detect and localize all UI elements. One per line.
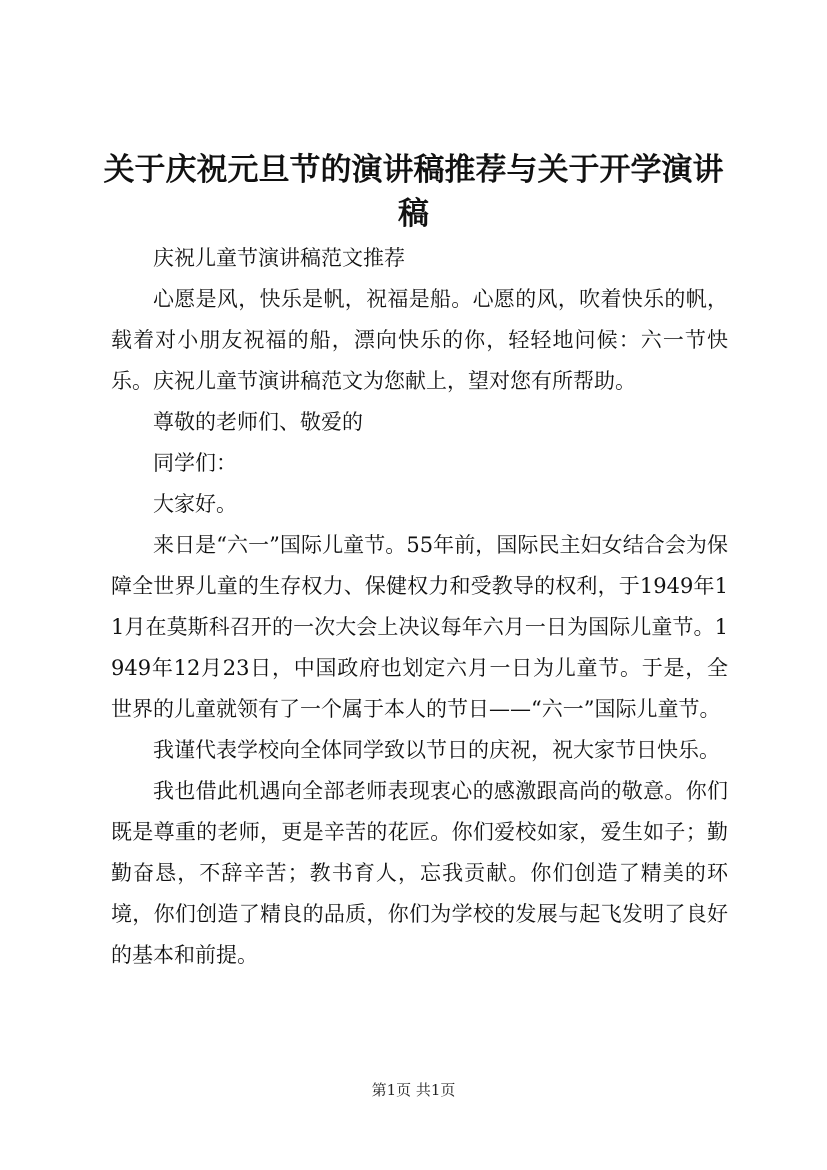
paragraph-history: 来日是“六一”国际儿童节。55年前，国际民主妇女结合会为保障全世界儿童的生存权力、保健权力和受教导的权利，于1949年11月在莫斯科召开的一次大会上决议每年六月一日为国际儿童节。1949年12月23日，中国政府也划定六月一日为儿童节。于是，全世界的儿童就领有了一个属于本人的节日——“六一”国际儿童节。 xyxy=(111,533,728,721)
document-body xyxy=(111,238,728,976)
paragraph-salutation-2: 同学们： xyxy=(153,451,237,475)
paragraph-thanks: 我也借此机遇向全部老师表现衷心的感激跟高尚的敬意。你们既是尊重的老师，更是辛苦的花匠。你们爱校如家，爱生如子；勤勤奋恳，不辞辛苦；教书育人，忘我贡献。你们创造了精美的环境，你们创造了精良的品质，你们为学校的发展与起飞发明了良好的基本和前提。 xyxy=(111,779,728,967)
paragraph-salutation-1: 尊敬的老师们、敬爱的 xyxy=(153,410,363,434)
paragraph-subtitle: 庆祝儿童节演讲稿范文推荐 xyxy=(153,246,405,270)
page-number-footer: 第1页 共1页 xyxy=(371,1081,456,1099)
paragraph-intro: 心愿是风，快乐是帆，祝福是船。心愿的风，吹着快乐的帆，载着对小朋友祝福的船，漂向快乐的你，轻轻地问候：六一节快乐。庆祝儿童节演讲稿范文为您献上，望对您有所帮助。 xyxy=(111,287,728,393)
paragraph-wishes: 我谨代表学校向全体同学致以节日的庆祝，祝大家节日快乐。 xyxy=(153,738,720,762)
document-title: 关于庆祝元旦节的演讲稿推荐与关于开学演讲稿 xyxy=(103,152,724,232)
paragraph-greeting: 大家好。 xyxy=(153,492,237,516)
